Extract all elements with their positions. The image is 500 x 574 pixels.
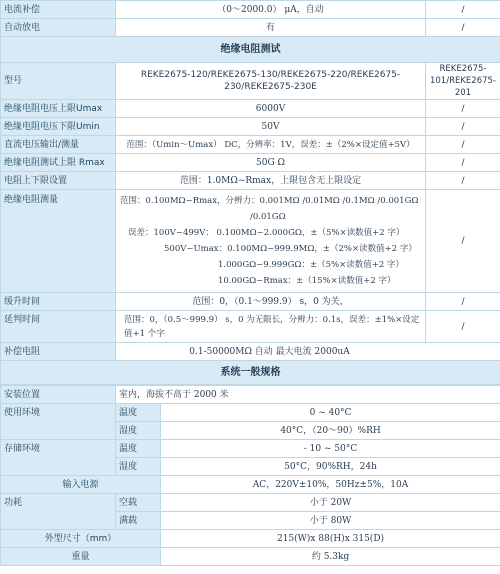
power-input-value: AC，220V±10%，50Hz±5%，10A [161,476,500,494]
row-limit [1,172,500,190]
row-power-input [1,476,500,494]
store-temp-label: 温度 [116,440,161,458]
row-weight [1,548,500,566]
row-delay [1,311,500,343]
measurement-label: 绝缘电阻测量 [1,190,116,293]
auto-discharge-label: 自动放电 [1,19,116,37]
model-label: 型号 [1,63,116,100]
row-model [1,63,500,100]
dc-output-label: 直流电压输出/测量 [1,136,116,154]
full-value: 小于 80W [161,512,500,530]
measurement-line: 范围：0.100MΩ~Rmax，分辨力：0.001MΩ /0.01MΩ /0.1MΩ /0.001GΩ [120,196,419,206]
limit-label: 电阻上下限设置 [1,172,116,190]
env-hum-label: 湿度 [116,422,161,440]
umax-slash: / [426,100,500,118]
store-temp-value: - 10 ~ 50°C [161,440,500,458]
power-input-label: 输入电源 [1,476,161,494]
row-auto-discharge [1,19,500,37]
store-hum-label: 湿度 [116,458,161,476]
umin-label: 绝缘电阻电压下限Umin [1,118,116,136]
dimensions-value: 215(W)x 88(H)x 315(D) [161,530,500,548]
measurement-line: 10.00GΩ~Rmax：±（15%×读数值+2 字） [218,276,396,286]
env-label: 使用环境 [1,404,116,422]
row-env-hum [1,422,500,440]
row-store-hum [1,458,500,476]
row-dimensions [1,530,500,548]
dc-output-slash: / [426,136,500,154]
row-store-temp [1,440,500,458]
row-current-compensation [1,1,500,19]
limit-slash: / [426,172,500,190]
model-value: REKE2675-120/REKE2675-130/REKE2675-220/REKE2675-230/REKE2675-230E [116,63,426,100]
env-hum-value: 40°C，（20～90）%RH [161,422,500,440]
weight-label: 重量 [1,548,161,566]
weight-value: 约 5.3kg [161,548,500,566]
row-ramp [1,293,500,311]
store-hum-value: 50°C，90%RH，24h [161,458,500,476]
env-temp-value: 0 ~ 40°C [161,404,500,422]
measurement-line: 误差：100V~499V： 0.100MΩ~2.000GΩ，±（5%×读数值+2 字） [128,228,405,238]
auto-discharge-slash: / [426,19,500,37]
section-general-title: 系统一般规格 [1,361,500,385]
full-label: 满载 [116,512,161,530]
measurement-line: 500V~Umax：0.100MΩ~999.9MΩ，±（2%×读数值+2 字） [164,244,417,254]
ramp-label: 缓升时间 [1,293,116,311]
consumption-label: 功耗 [1,494,116,512]
model-value-alt: REKE2675-101/REKE2675-201 [426,63,500,100]
current-compensation-slash: / [426,1,500,19]
row-consump-idle [1,494,500,512]
measurement-line: /0.01GΩ [250,212,286,222]
idle-label: 空载 [116,494,161,512]
delay-value: 范围：0，（0.5～999.9） s，0 为无限长，分辨力：0.1s，误差：±1%×设定值+1 个字 [116,311,426,343]
rmax-value: 50G Ω [116,154,426,172]
section-insulation-title: 绝缘电阻测试 [1,37,500,63]
limit-value: 范围：1.0MΩ~Rmax，上限包含无上限设定 [116,172,426,190]
row-measurement [1,190,500,293]
install-label: 安装位置 [1,386,116,404]
umax-label: 绝缘电阻电压上限Umax [1,100,116,118]
idle-value: 小于 20W [161,494,500,512]
umin-value: 50V [116,118,426,136]
current-compensation-value: （0～2000.0） μA，自动 [116,1,426,19]
store-label: 存储环境 [1,440,116,458]
rmax-slash: / [426,154,500,172]
comp-resistance-value: 0.1-50000MΩ 自动 最大电流 2000uA [116,343,500,361]
row-dc-output [1,136,500,154]
measurement-value [116,190,426,293]
row-rmax [1,154,500,172]
delay-label: 延判时间 [1,311,116,343]
section-insulation-header [1,37,500,63]
ramp-slash: / [426,293,500,311]
row-umax [1,100,500,118]
current-compensation-label: 电流补偿 [1,1,116,19]
measurement-line: 1.000GΩ~9.999GΩ：±（5%×读数值+2 字） [218,260,404,270]
row-comp-resistance [1,343,500,361]
dimensions-label: 外型尺寸（mm） [1,530,161,548]
rmax-label: 绝缘电阻测试上限 Rmax [1,154,116,172]
row-consump-full [1,512,500,530]
row-env-temp [1,404,500,422]
row-umin [1,118,500,136]
env-temp-label: 温度 [116,404,161,422]
comp-resistance-label: 补偿电阻 [1,343,116,361]
dc-output-value: 范围：（Umin～Umax） DC，分辨率：1V，误差：±（2%×设定值+5V） [116,136,426,154]
measurement-slash: / [426,190,500,293]
row-install [1,386,500,404]
delay-slash: / [426,311,500,343]
section-general-header [1,361,500,385]
ramp-value: 范围：0，（0.1～999.9） s，0 为关， [116,293,426,311]
install-value: 室内，海拔不高于 2000 米 [116,386,500,404]
umax-value: 6000V [116,100,426,118]
auto-discharge-value: 有 [116,19,426,37]
umin-slash: / [426,118,500,136]
general-spec-table [0,385,500,566]
